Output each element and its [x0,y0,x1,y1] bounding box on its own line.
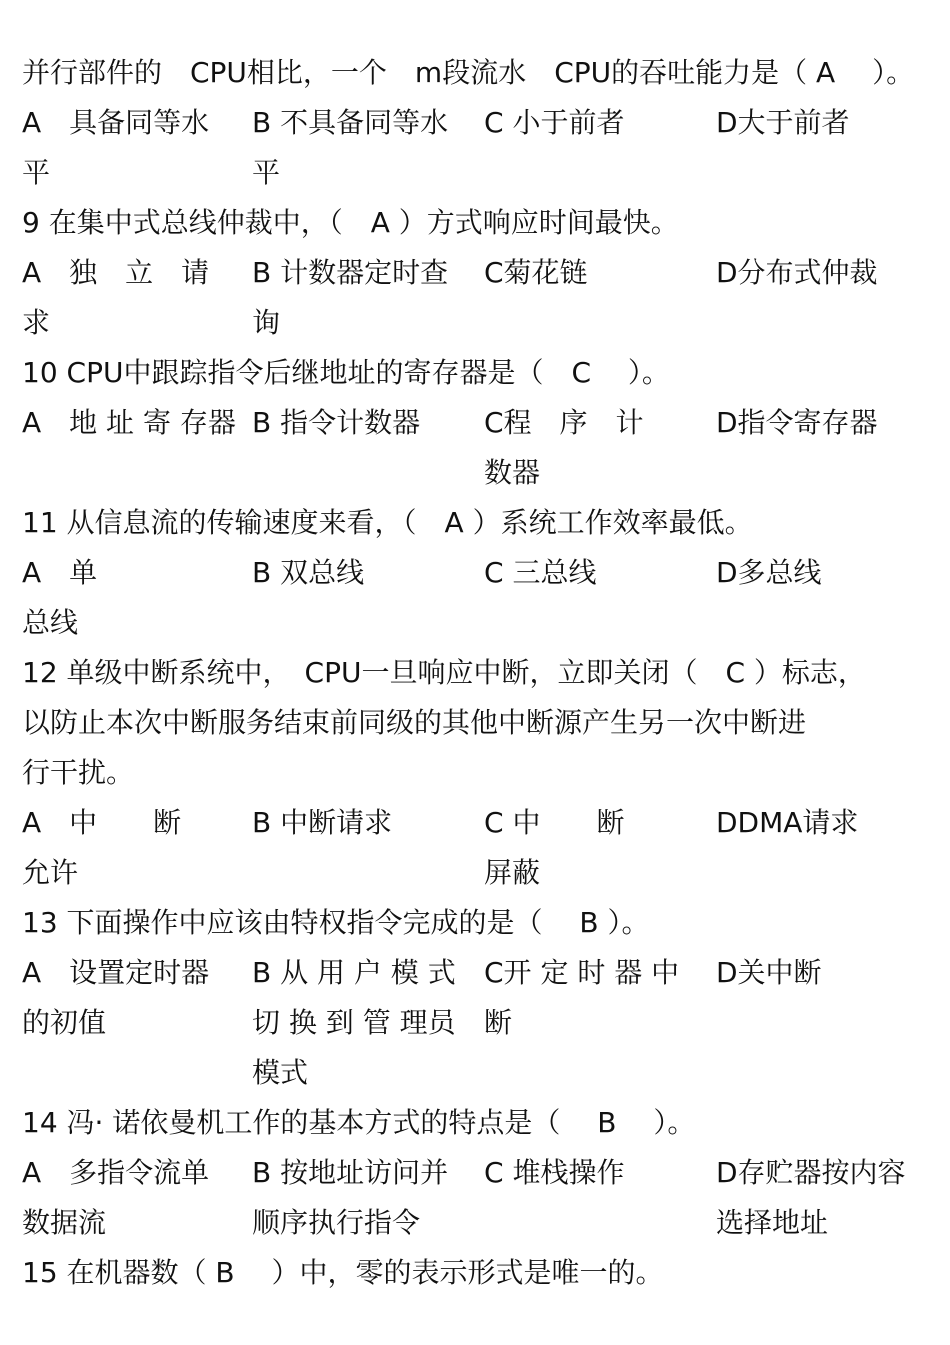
option-b: B 双总线 [252,556,365,589]
question-stem [0,348,950,398]
option-a: A 具备同等水平 [22,106,210,189]
question-15-stem: 15 在机器数（ B ）中，零的表示形式是唯一的。 [22,1256,664,1289]
question-stem [0,748,950,798]
option-a: A 多指令流单数据流 [22,1156,210,1239]
question-12-stem-line-1: 12 单级中断系统中， CPU一旦响应中断，立即关闭（ C ）标志， [22,656,866,689]
option-c: C开 定 时 器 中断 [484,956,680,1039]
question-stem [0,1098,950,1148]
option-b: B 从 用 户 模 式切 换 到 管 理员模式 [252,956,456,1089]
question-stem [0,698,950,748]
question-13-stem: 13 下面操作中应该由特权指令完成的是（ B ）。 [22,906,650,939]
option-d: D存贮器按内容选择地址 [716,1156,906,1239]
option-c: C 中 断 屏蔽 [484,806,681,889]
option-c: C 三总线 [484,556,597,589]
option-b: B 中断请求 [252,806,393,839]
option-row [0,98,950,198]
question-8-stem: 并行部件的 CPU相比，一个 m段流水 CPU的吞吐能力是（ A ）。 [22,56,915,89]
option-row [0,948,950,1098]
option-row [0,1148,950,1248]
option-a: A 地 址 寄 存器 [22,406,236,439]
question-10-stem: 10 CPU中跟踪指令后继地址的寄存器是（ C ）。 [22,356,670,389]
option-c: C程 序 计 数器 [484,406,672,489]
question-stem [0,1248,950,1298]
option-b: B 按地址访问并顺序执行指令 [252,1156,449,1239]
option-c: C菊花链 [484,256,588,289]
question-stem [0,898,950,948]
question-stem [0,198,950,248]
question-14-stem: 14 冯· 诺依曼机工作的基本方式的特点是（ B ）。 [22,1106,696,1139]
option-c: C 堆栈操作 [484,1156,625,1189]
option-a: A 独 立 请求 [22,256,210,339]
option-d: D大于前者 [716,106,850,139]
option-b: B 计数器定时查询 [252,256,449,339]
option-row [0,548,950,648]
question-12-stem-line-2: 以防止本次中断服务结束前同级的其他中断源产生另一次中断进 [22,706,807,739]
question-12-stem-line-3: 行干扰。 [22,756,135,789]
question-stem [0,498,950,548]
option-a: A 单 总线 [22,556,210,639]
document-page [0,48,950,1298]
question-stem [0,48,950,98]
option-row [0,398,950,498]
option-d: D多总线 [716,556,822,589]
option-b: B 指令计数器 [252,406,421,439]
option-c: C 小于前者 [484,106,625,139]
option-row [0,248,950,348]
option-b: B 不具备同等水平 [252,106,449,189]
option-row [0,798,950,898]
question-11-stem: 11 从信息流的传输速度来看，（ A ）系统工作效率最低。 [22,506,753,539]
option-d: D关中断 [716,956,822,989]
option-d: D指令寄存器 [716,406,878,439]
option-a: A 设置定时器的初值 [22,956,210,1039]
option-d: D分布式仲裁 [716,256,878,289]
option-d: DDMA请求 [716,806,859,839]
option-a: A 中 断 允许 [22,806,238,889]
question-stem [0,648,950,698]
question-9-stem: 9 在集中式总线仲裁中，（ A ）方式响应时间最快。 [22,206,679,239]
